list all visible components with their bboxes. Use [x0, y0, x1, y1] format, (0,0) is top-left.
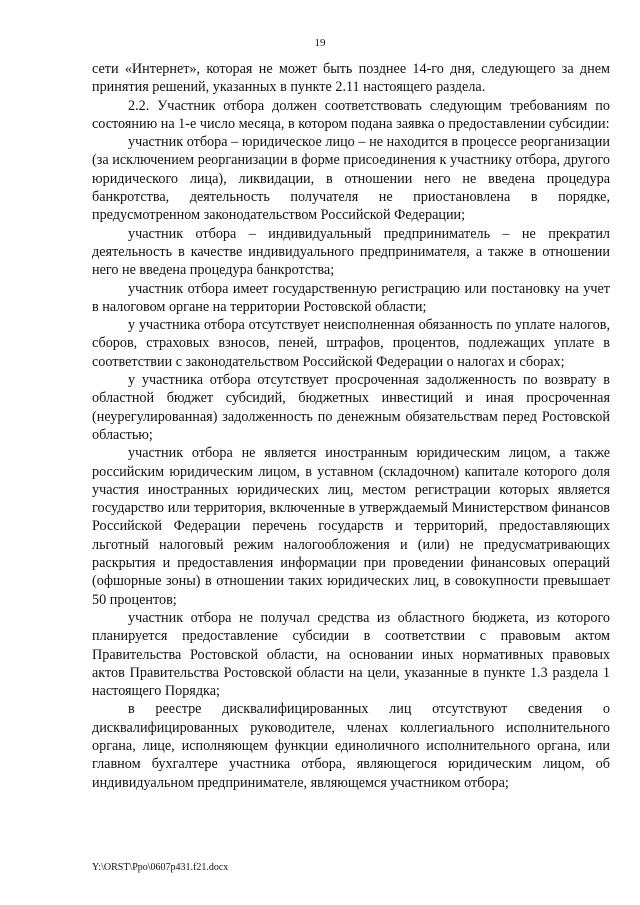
paragraph-requirement-no-prior-funds: участник отбора не получал средства из областного бюджета, из которого планируется предоставление субсидии в соответствии с правовым актом Правительства Ростовской области, на основании иных нормативных правовых актов Правительства Ростовской области на цели, указанные в пункте 1.3 раздела 1 настоящего Порядка; [92, 609, 610, 700]
page-number: 19 [314, 37, 326, 49]
paragraph-clause-2-2: 2.2. Участник отбора должен соответствовать следующим требованиям по состоянию на 1-е число месяца, в котором подана заявка о предоставлении субсидии: [92, 97, 610, 132]
paragraph-requirement-tax-obligations: у участника отбора отсутствует неисполненная обязанность по уплате налогов, сборов, страховых взносов, пеней, штрафов, процентов, подлежащих уплате в соответствии с законодательством Российской Федерации о налогах и сборах; [92, 317, 610, 370]
document-body [92, 60, 610, 792]
paragraph-requirement-entrepreneur: участник отбора – индивидуальный предприниматель – не прекратил деятельность в качестве индивидуального предпринимателя, а также в отношении него не введена процедура банкротства; [92, 225, 610, 279]
paragraph-requirement-registration: участник отбора имеет государственную регистрацию или постановку на учет в налоговом органе на территории Ростовской области; [92, 280, 610, 315]
paragraph-requirement-legal-entity: участник отбора – юридическое лицо – не находится в процессе реорганизации (за исключением реорганизации в форме присоединения к участнику отбора, другого юридического лица), ликвидации, в отношении него не введена процедура банкротства, деятельность получателя не приостановлена в порядке, предусмотренном законодательством Российской Федерации; [92, 134, 610, 224]
footer-file-path: Y:\ORST\Ppo\0607p431.f21.docx [92, 862, 229, 873]
paragraph-continuation: сети «Интернет», которая не может быть позднее 14-го дня, следующего за днем принятия решений, указанных в пункте 2.11 настоящего раздела. [92, 61, 610, 96]
paragraph-requirement-overdue-debt: у участника отбора отсутствует просроченная задолженность по возврату в областной бюджет субсидий, бюджетных инвестиций и иная просроченная (неурегулированная) задолженность по денежным обязательствам перед Ростовской областью; [92, 372, 610, 443]
paragraph-requirement-disqualified-registry: в реестре дисквалифицированных лиц отсутствуют сведения о дисквалифицированных руководителе, членах коллегиального исполнительного органа, лице, исполняющем функции единоличного исполнительного органа, или главном бухгалтере участника отбора, являющегося юридическим лицом, об индивидуальном предпринимателе, являющемся участником отбора; [92, 701, 610, 791]
paragraph-requirement-foreign-entity: участник отбора не является иностранным юридическим лицом, а также российским юридическим лицом, в уставном (складочном) капитале которого доля участия иностранных юридических лиц, местом регистрации которых является государство или территория, включенные в утверждаемый Министерством финансов Российской Федерации перечень государств и территорий, предоставляющих льготный налоговый режим налогообложения и (или) не предусматривающих раскрытия и предоставления информации при проведении финансовых операций (офшорные зоны) в отношении таких юридических лиц, в совокупности превышает 50 процентов; [92, 445, 610, 608]
